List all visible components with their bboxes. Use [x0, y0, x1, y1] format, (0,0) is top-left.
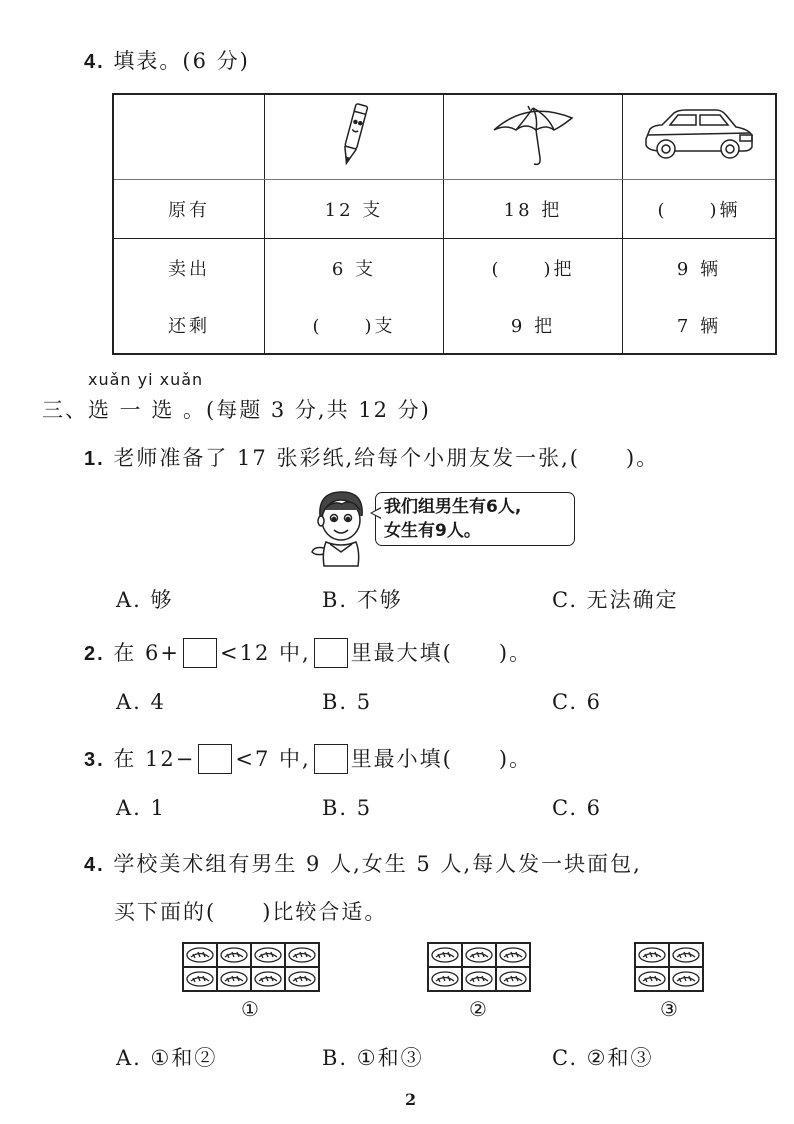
- q2-option-c[interactable]: C. 6: [552, 690, 603, 714]
- bread-icon: [428, 967, 462, 991]
- question-number: 1.: [84, 448, 105, 470]
- q4-option-c[interactable]: C. ②和③: [552, 1046, 654, 1070]
- page-number: 2: [405, 1090, 417, 1109]
- bread-pack-1: [182, 942, 320, 992]
- bread-pack-3: [634, 942, 704, 992]
- q3-option-c[interactable]: C. 6: [552, 796, 603, 820]
- question-text-middle: <12 中,: [220, 641, 311, 665]
- cell-car-original-blank[interactable]: ( )辆: [623, 180, 777, 239]
- table-corner-cell: [113, 94, 265, 180]
- speech-line-1: 我们组男生有6人,: [384, 497, 522, 517]
- question-text-after: 里最小填( )。: [350, 747, 533, 771]
- cell-pencil-sold: 6 支: [265, 239, 444, 298]
- cell-pencil-original: 12 支: [265, 180, 444, 239]
- pack-label-2: ②: [469, 997, 487, 1021]
- bread-icon: [462, 943, 496, 967]
- q4-option-b[interactable]: B. ①和③: [322, 1046, 424, 1070]
- question-number: 3.: [84, 749, 105, 771]
- answer-box[interactable]: [198, 744, 232, 774]
- question-number: 4.: [84, 854, 105, 876]
- table-header-pencil: [265, 94, 444, 180]
- question-text: 老师准备了 17 张彩纸,给每个小朋友发一张,( )。: [113, 446, 660, 470]
- question-text: 学校美术组有男生 9 人,女生 5 人,每人发一块面包,: [113, 852, 642, 876]
- pack-label-3: ③: [660, 997, 678, 1021]
- cell-umbrella-remaining: 9 把: [444, 297, 623, 354]
- section-title: 三、选 一 选 。(每题 3 分,共 12 分): [42, 398, 431, 422]
- row-label-original: 原有: [113, 180, 265, 239]
- answer-box[interactable]: [314, 638, 348, 668]
- bread-icon: [285, 967, 319, 991]
- bread-icon: [183, 943, 217, 967]
- bread-icon: [496, 943, 530, 967]
- pencil-icon: [339, 100, 369, 170]
- speech-line-2: 女生有9人。: [384, 521, 481, 541]
- question-2: [84, 637, 532, 670]
- q1-option-a[interactable]: A. 够: [116, 588, 174, 612]
- bread-icon: [428, 943, 462, 967]
- bread-icon: [635, 943, 669, 967]
- question-4-line-1: [84, 848, 642, 878]
- bread-icon: [251, 967, 285, 991]
- bread-icon: [217, 967, 251, 991]
- bread-icon: [496, 967, 530, 991]
- question-number: 2.: [84, 643, 105, 665]
- bread-icon: [251, 943, 285, 967]
- speech-bubble: [375, 492, 575, 546]
- bread-pack-2: [427, 942, 531, 992]
- question-4-line-2: 买下面的( )比较合适。: [114, 900, 388, 924]
- q4-option-a[interactable]: A. ①和②: [116, 1046, 218, 1070]
- table-header-umbrella: [444, 94, 623, 180]
- cell-pencil-remaining-blank[interactable]: ( )支: [265, 297, 444, 354]
- cell-umbrella-sold-blank[interactable]: ( )把: [444, 239, 623, 298]
- question-number: 4.: [84, 51, 105, 73]
- bread-icon: [217, 943, 251, 967]
- bread-icon: [462, 967, 496, 991]
- bread-icon: [669, 943, 703, 967]
- car-icon: [640, 105, 758, 165]
- q3-option-b[interactable]: B. 5: [322, 796, 373, 820]
- question-3: [84, 743, 532, 776]
- question-1: [84, 442, 659, 472]
- bread-icon: [183, 967, 217, 991]
- bread-icon: [635, 967, 669, 991]
- answer-box[interactable]: [314, 744, 348, 774]
- q1-option-c[interactable]: C. 无法确定: [552, 588, 679, 612]
- bread-icon: [285, 943, 319, 967]
- pack-label-1: ①: [241, 997, 259, 1021]
- question-text-after: 里最大填( )。: [350, 641, 533, 665]
- bread-icon: [669, 967, 703, 991]
- q1-option-b[interactable]: B. 不够: [322, 588, 403, 612]
- child-illustration: [310, 486, 372, 568]
- question-text-before: 在 12−: [113, 747, 196, 771]
- question-title: 填表。(6 分): [113, 49, 250, 73]
- section-pinyin: xuǎn yi xuǎn: [88, 370, 204, 389]
- answer-box[interactable]: [183, 638, 217, 668]
- q3-option-a[interactable]: A. 1: [116, 796, 166, 820]
- q2-option-a[interactable]: A. 4: [116, 690, 166, 714]
- cell-car-remaining: 7 辆: [623, 297, 777, 354]
- question-text-before: 在 6+: [113, 641, 181, 665]
- q2-option-b[interactable]: B. 5: [322, 690, 373, 714]
- fill-table-heading: [84, 45, 250, 75]
- umbrella-icon: [488, 100, 578, 170]
- row-label-sold: 卖出: [168, 259, 210, 280]
- cell-car-sold: 9 辆: [623, 239, 777, 298]
- question-text-middle: <7 中,: [235, 747, 311, 771]
- fill-table: [112, 93, 777, 355]
- row-label-remaining: 还剩: [168, 316, 210, 337]
- cell-umbrella-original: 18 把: [444, 180, 623, 239]
- table-header-car: [623, 94, 777, 180]
